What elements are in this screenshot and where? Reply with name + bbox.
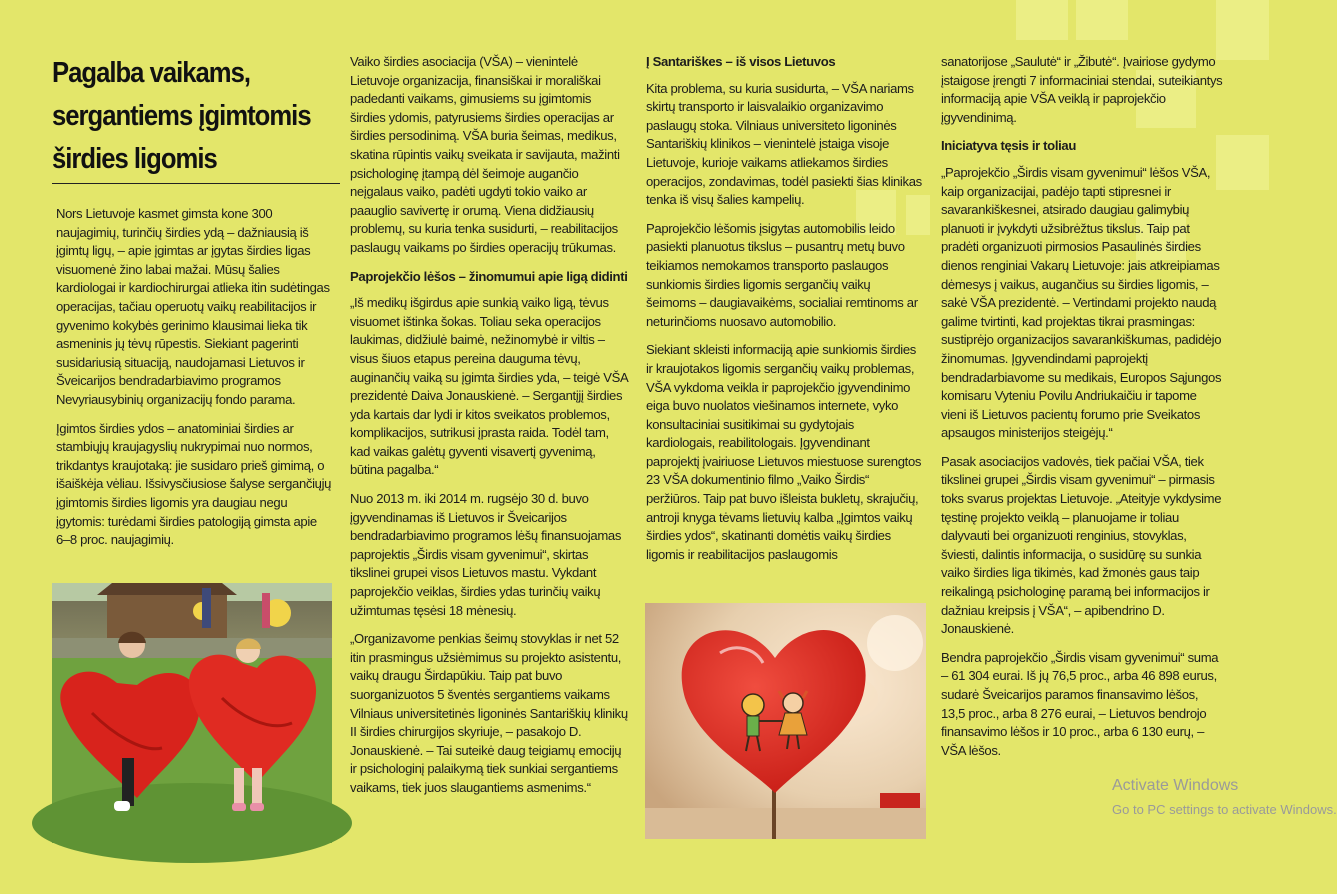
decor-square <box>1016 0 1068 40</box>
heart-photo-illustration <box>645 603 926 839</box>
section-heading: Į Santariškes – iš visos Lietuvos <box>646 54 836 69</box>
paragraph: Pasak asociacijos vadovės, tiek pačiai VŠA, tiek tikslinei grupei „Širdis visam gyvenimui“ – pirmasis toks svarus projektas Lietuvoje. „Ateityje vykdysime tęstinę projekto veiklą – planuojame ir toliau dalyvauti bei organizuoti renginius, stovyklas, šviesti, dalintis informacija, o susidūrę su sunkia vaiko širdies liga tikimės, kad žmonės gaus taip reikalingą psichologinę paramą bei informacijos ir dažniau kreipsis į VŠA“, – apibendrino D. Jonauskienė. <box>941 453 1222 637</box>
paragraph: „Paprojekčio „Širdis visam gyvenimui“ lėšos VŠA, kaip organizacijai, padėjo tapti stipresnei ir savarankiškesnei, atsirado daugiau galimybių planuoti ir įvykdyti užsibrėžtus tikslus. Taip pat pradėti organizuoti pirmosios Pasaulinės širdies dienos renginiai Vakarų Lietuvoje: jais atkreipiamas dėmesys į vaikus, augančius su širdies ligomis, – sakė VŠA prezidentė. – Vertindami projekto naudą galime tvirtinti, kad projektas tikrai prasmingas: sustiprėjo organizacijos savarankiškumas, padidėjo žinomumas. Įgyvendindami paprojektį bendradarbiavome su medikais, Europos Sąjungos komisaru Vyteniu Povilu Andriukaičiu ir tapome vieni iš Lietuvos pacientų forumo prie Sveikatos apsaugos ministerijos steigėjų.“ <box>941 164 1222 441</box>
paragraph: Paprojekčio lėšomis įsigytas automobilis leido pasiekti planuotus tikslus – pusantrų metų buvo teikiamos nemokamos transporto paslaugos sunkiomis širdies ligomis sergančių vaikų šeimoms – daugiavaikėms, socialiai remtinoms ar neturinčioms nuosavo automobilio. <box>646 220 918 329</box>
section-heading: Paprojekčio lėšos – žinomumui apie ligą didinti <box>350 268 628 284</box>
paragraph: Nors Lietuvoje kasmet gimsta kone 300 naujagimių, turinčių širdies ydą – dažniausią iš įgimtų ligų, – apie įgimtas ar įgytas širdies ligas visuomenė žino labai mažai. Mūsų šalies kardiologai ir kardiochirurgai atlieka itin sudėtingas operacijas, tačiau operuotų vaikų reabilitacijos ir gyvenimo kokybės gerinimo klausimai lieka tik asmeninis jų tėvų rūpestis. Siekiant pagerinti susidariusią situaciją, naudojamasi Lietuvos ir Šveicarijos bendradarbiavimo programos Nevyriausybinių organizacijų fondo parama. <box>56 206 330 407</box>
column-1 <box>56 205 332 560</box>
paragraph: „Organizavome penkias šeimų stovyklas ir net 52 itin prasmingus užsiėmimus su projekto asistentu, vaikų draugu Širdapūkiu. Taip pat buvo suorganizuotos 5 šventės sergantiems vaikams Vilniaus universitetinės ligoninės Santariškių klinikų II širdies chirurgijos skyriuje, – pasakojo D. Jonauskienė. – Tai suteikė daug teigiamų emocijų ir psichologinį palaikymą tiek sunkiai sergantiems vaikams, tiek juos slaugantiems asmenims.“ <box>350 631 628 795</box>
activation-watermark-subtitle: Go to PC settings to activate Windows. <box>1112 802 1337 817</box>
paragraph: Nuo 2013 m. iki 2014 m. rugsėjo 30 d. buvo įgyvendinamas iš Lietuvos ir Šveicarijos bendradarbiavimo programos lėšų finansuojamas paprojektis „Širdis visam gyvenimui“, skirtas tikslinei grupei visos Lietuvos mastu. Vykdant paprojekčio veiklas, širdies ydas turinčių vaikų užimtumas tęsėsi 18 mėnesių. <box>350 491 622 618</box>
section-heading: Iniciatyva tęsis ir toliau <box>941 138 1076 154</box>
paragraph: Įgimtos širdies ydos – anatominiai širdies ar stambiųjų kraujagyslių nukrypimai nuo normos, trikdantys kraujotaką: jie susidaro prieš gimimą, o išaiškėja vėliau. Išsivysčiusiose šalyse sergančiųjų įgimtomis širdies ligomis yra daugiau negu įgytomis: turėdami širdies patologiją gimsta apie 6–8 proc. naujagimių. <box>56 420 332 548</box>
column-3 <box>646 53 922 574</box>
children-photo-illustration <box>52 583 332 843</box>
paragraph: Kita problema, su kuria susidurta, – VŠA nariams skirtų transporto ir laisvalaikio organizavimo paslaugų stoka. Vilniaus universiteto ligoninės Santariškių klinikos – vienintelė įstaiga visoje Lietuvoje, kurioje vaikams atliekamos širdies operacijos, zondavimas, todėl pasiekti šias klinikas tenka iš visų šalies kampelių. <box>646 80 922 208</box>
article-title: Pagalba vaikams, sergantiems įgimtomis širdies ligomis <box>52 57 311 175</box>
paragraph: Bendra paprojekčio „Širdis visam gyvenimui“ suma – 61 304 eurai. Iš jų 76,5 proc., arba 46 898 eurus, sudarė Šveicarijos paramos finansavimo lėšos, 13,5 proc., arba 8 276 eurai, – Lietuvos bendrojo finansavimo lėšos ir 10 proc., arba 6 130 eurų, – VŠA lėšos. <box>941 649 1219 758</box>
activation-watermark-title: Activate Windows <box>1112 777 1239 794</box>
paragraph: „Iš medikų išgirdus apie sunkią vaiko ligą, tėvus visuomet ištinka šokas. Toliau seka operacijos laukimas, didžiulė baimė, nežinomybė ir viltis – visus šiuos etapus pereina dauguma tėvų, auginančių vaiką su įgimta širdies yda, – teigė VŠA prezidentė Daiva Jonauskienė. – Sergantįjį širdies yda kartais dar lydi ir kitos sveikatos problemos, komplikacijos, sutrikusi įprasta raida. Todėl tam, kad vaikas galėtų gyventi visavertį gyvenimą, būtina pagalba.“ <box>350 295 628 478</box>
decor-square <box>1216 135 1269 190</box>
decor-square <box>1076 0 1128 40</box>
photo-children-heart-costumes <box>52 583 332 843</box>
photo-red-heart <box>645 603 926 839</box>
paragraph: sanatorijose „Saulutė“ ir „Žibutė“. Įvairiose gydymo įstaigose įrengti 7 informaciniai stendai, suteikiantys informaciją apie VŠA veiklą ir paprojekčio įgyvendinimą. <box>941 54 1223 125</box>
paragraph: Vaiko širdies asociacija (VŠA) – vienintelė Lietuvoje organizacija, finansiškai ir morališkai padedanti vaikams, gimusiems su įgimtomis širdies ydomis, patyrusiems širdies operacijas ar širdies persodinimą. VŠA buria šeimas, medikus, skatina rūpintis vaikų sveikata ir savijauta, mažinti psichologinę įtampą dėl šeimoje augančio neįgalaus vaiko, padėti ugdyti tokio vaiko ar paauglio savivertę ir orumą. Viena didžiausių problemų, su kuria tenka susidurti, – reabilitacijos paslaugų vaikams po širdies operacijų trūkumas. <box>350 54 620 255</box>
column-2 <box>350 53 628 808</box>
decor-square <box>1216 0 1269 60</box>
column-4 <box>941 53 1223 770</box>
paragraph: Siekiant skleisti informaciją apie sunkiomis širdies ir kraujotakos ligomis sergančių vaikų problemas, VŠA vykdoma veikla ir paprojekčio įgyvendinimo eiga buvo nuolatos viešinamos internete, vyko konsultaciniai susitikimai su gydytojais kardiologais, reabilitologais. Įgyvendinant paprojektį įvairiuose Lietuvos miestuose surengtos 23 VŠA dokumentinio filmo „Vaiko Širdis“ peržiūros. Taip pat buvo išleista bukletų, skrajučių, antroji knyga tėvams lietuvių kalba „Įgimtos vaikų širdies ydos“, skatinanti domėtis vaikų širdies ligomis ir reabilitacijos paslaugomis <box>646 342 922 562</box>
title-divider <box>52 183 340 184</box>
